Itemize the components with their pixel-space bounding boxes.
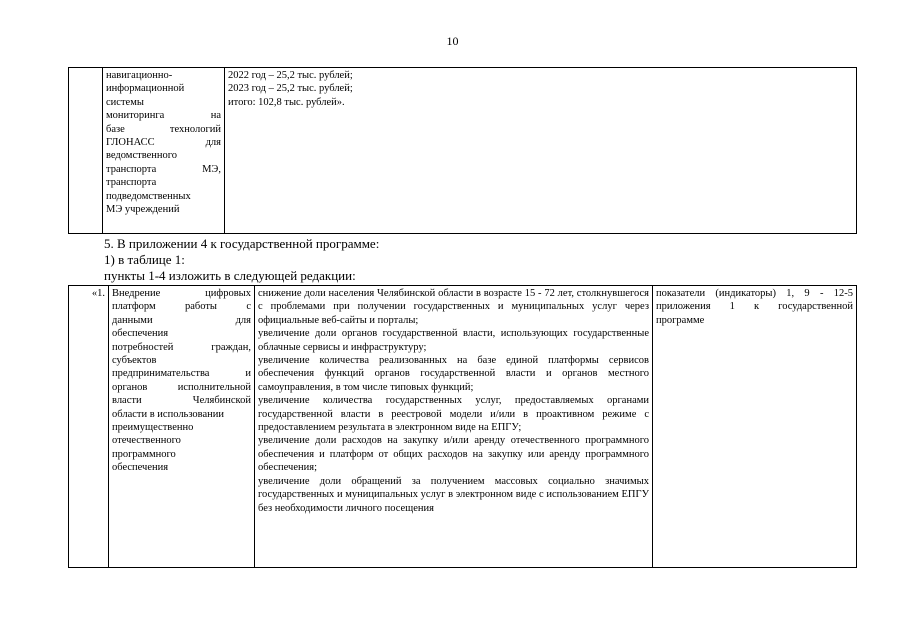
measure-name-line: обеспечения [112,328,169,340]
row-number-cell: «1. [69,286,109,568]
result-item: увеличение доли расходов на закупку и/или аренду отечественного программного обеспечения и платформ от общих расходов на закупку или аренду программного обеспечения; [258,435,649,474]
table-row [69,286,857,568]
result-item: увеличение количества реализованных на базе единой платформы сервисов обеспечения функций органов государственной власти и органов местного самоуправления, в том числе типовых функций; [258,355,649,393]
measure-name-line: программного [112,448,176,460]
measure-name-cell [109,286,255,568]
funding-line: итого: 102,8 тыс. рублей». [228,96,345,108]
measure-name-line: платформ работы с [112,301,251,313]
measure-name-line: системы [106,96,144,108]
table-row [69,68,857,234]
measure-name-cell [103,68,225,234]
measure-name-line: области в использовании [112,408,225,420]
result-item: снижение доли населения Челябинской области в возрасте 15 - 72 лет, столкнувшегося с проблемами при получении государственных и муниципальных услуг через официальные веб-сайты и порталы; [258,288,649,326]
expected-results-cell [255,286,653,568]
measure-name-line: базе технологий [106,123,221,135]
measure-name-line: предпринимательства и [112,368,251,380]
measure-name-line: транспорта МЭ, [106,163,221,175]
result-item: увеличение количества государственных услуг, предоставляемых органами государственной власти в реестровой модели и/или в проактивном режиме с предоставлением результата в электронном виде на ЕПГУ; [258,395,649,434]
funding-line: 2022 год – 25,2 тыс. рублей; [228,70,353,81]
paragraph-appendix: 5. В приложении 4 к государственной программе: [104,236,380,251]
measure-name-line: потребностей граждан, [112,341,251,353]
measure-name-line: ведомственного [106,150,178,162]
result-item: увеличение доли органов государственной власти, использующих государственные облачные сервисы и инфраструктуру; [258,328,649,353]
measure-name-line: обеспечения [112,462,169,474]
measure-name-line: власти Челябинской [112,395,251,407]
measure-name-line: транспорта [106,177,157,189]
measure-name-line: навигационно- [106,70,173,81]
measure-name-line: подведомственных [106,190,191,202]
measure-name-line: МЭ учреждений [106,204,180,216]
funding-cell [225,68,857,234]
page-number: 10 [446,34,459,48]
measure-name-line: информационной [106,83,185,95]
paragraph-table: 1) в таблице 1: [104,252,185,267]
continued-table [68,67,857,234]
indicators-cell: показатели (индикаторы) 1, 9 - 12-5 приложения 1 к государственной программе [653,286,857,568]
measure-name-line: данными для [112,314,251,326]
measures-table [68,285,857,568]
measure-name-line: органов исполнительной [112,381,251,393]
funding-line: 2023 год – 25,2 тыс. рублей; [228,83,353,95]
measure-name-line: Внедрение цифровых [112,288,251,299]
measure-name-line: мониторинга на [106,110,221,122]
row-number-cell [69,68,103,234]
measure-name-line: отечественного [112,435,181,447]
result-item: увеличение доли обращений за получением массовых социально значимых государственных и муниципальных услуг в электронном виде с использованием ЕПГУ без необходимости личного посещения [258,475,649,514]
paragraph-items: пункты 1-4 изложить в следующей редакции: [104,268,356,283]
measure-name-line: субъектов [112,355,157,367]
measure-name-line: ГЛОНАСС для [106,137,221,149]
measure-name-line: преимущественно [112,422,194,434]
